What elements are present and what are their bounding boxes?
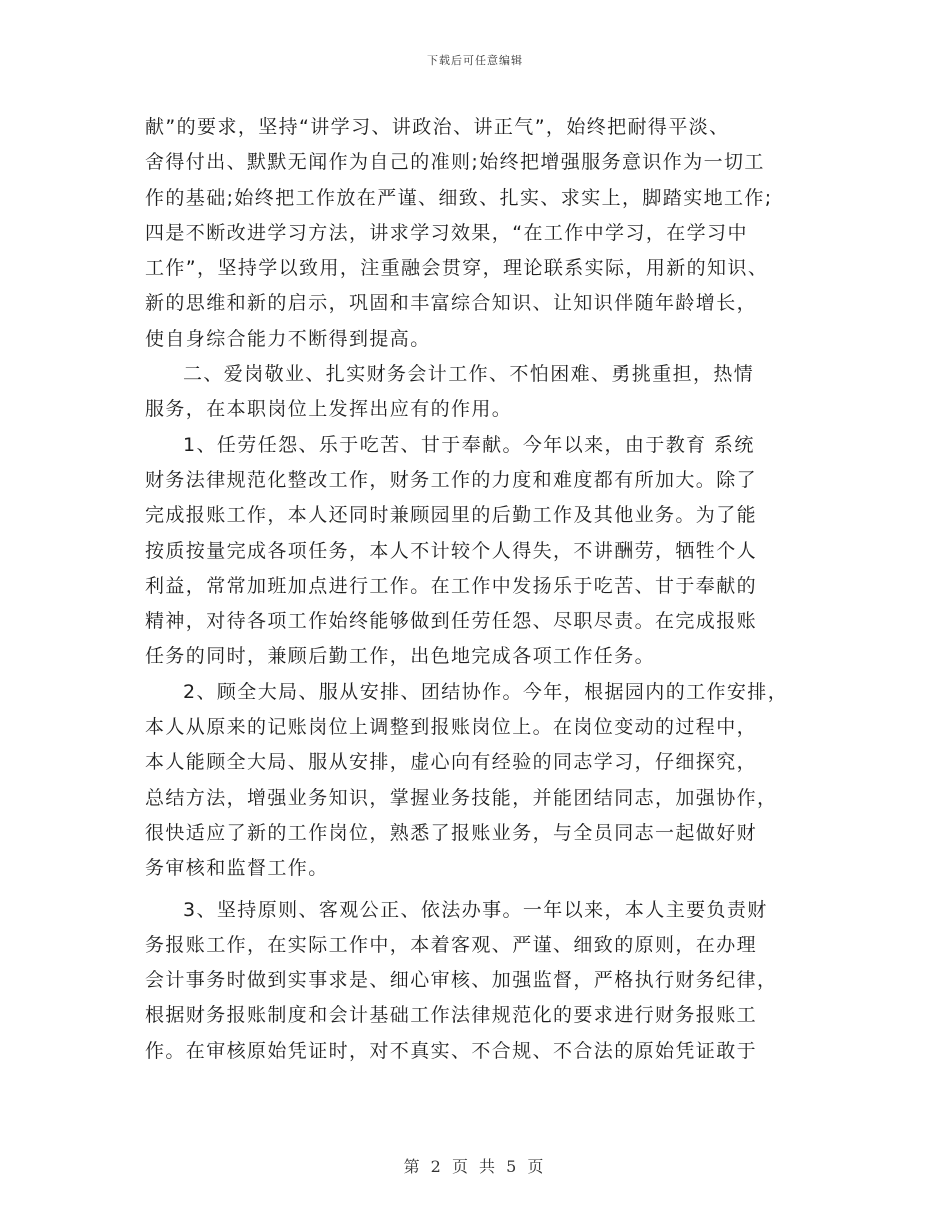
text-line: 使自身综合能力不断得到提高。 [145,327,431,350]
section-heading-line: 二、爱岗敬业、扎实财务会计工作、不怕困难、勇挑重担，热情 [183,363,755,386]
text-line: 任务的同时，兼顾后勤工作，出色地完成各项工作任务。 [145,645,656,668]
text-line: 作的基础;始终把工作放在严谨、细致、扎实、求实上，脚踏实地工作; [145,186,773,209]
text-line: 舍得付出、默默无闻作为自己的准则;始终把增强服务意识作为一切工 [145,151,765,174]
text-line: 务报账工作，在实际工作中，本着客观、严谨、细致的原则，在办理 [145,933,758,956]
text-line: 本人从原来的记账岗位上调整到报账岗位上。在岗位变动的过程中， [145,716,758,739]
text-line: 四是不断改进学习方法，讲求学习效果，“在工作中学习，在学习中 [145,221,748,244]
paragraph-start-line: 1、任劳任怨、乐于吃苦、甘于奉献。今年以来，由于教育 系统 [183,433,755,456]
paragraph-start-line: 3、坚持原则、客观公正、依法办事。一年以来，本人主要负责财 [183,898,768,921]
text-line: 服务，在本职岗位上发挥出应有的作用。 [145,398,513,421]
text-line: 本人能顾全大局、服从安排，虚心向有经验的同志学习，仔细探究， [145,751,758,774]
text-line: 务审核和监督工作。 [145,857,329,880]
text-line: 财务法律规范化整改工作，财务工作的力度和难度都有所加大。除了 [145,468,758,491]
text-line: 利益，常常加班加点进行工作。在工作中发扬乐于吃苦、甘于奉献的 [145,574,758,597]
text-line: 献”的要求，坚持“讲学习、讲政治、讲正气”，始终把耐得平淡、 [145,116,730,138]
text-line: 根据财务报账制度和会计基础工作法律规范化的要求进行财务报账工 [145,1004,758,1027]
page-header: 下载后可任意编辑 [427,54,523,67]
page-number-footer: 第 2 页 共 5 页 [403,1157,547,1176]
document-body [145,110,835,1069]
paragraph-start-line: 2、顾全大局、服从安排、团结协作。今年，根据园内的工作安排， [183,680,789,703]
text-line: 会计事务时做到实事求是、细心审核、加强监督，严格执行财务纪律， [145,969,778,992]
text-line: 精神，对待各项工作始终能够做到任劳任怨、尽职尽责。在完成报账 [145,610,758,633]
text-line: 作。在审核原始凭证时，对不真实、不合规、不合法的原始凭证敢于 [145,1039,758,1062]
text-line: 工作”，坚持学以致用，注重融会贯穿，理论联系实际，用新的知识、 [145,257,769,280]
text-line: 新的思维和新的启示，巩固和丰富综合知识、让知识伴随年龄增长， [145,292,758,315]
text-line: 按质按量完成各项任务，本人不计较个人得失，不讲酬劳，牺牲个人 [145,539,758,562]
text-line: 完成报账工作，本人还同时兼顾园里的后勤工作及其他业务。为了能 [145,504,758,527]
text-line: 很快适应了新的工作岗位，熟悉了报账业务，与全员同志一起做好财 [145,821,758,844]
text-line: 总结方法，增强业务知识，掌握业务技能，并能团结同志，加强协作， [145,786,778,809]
